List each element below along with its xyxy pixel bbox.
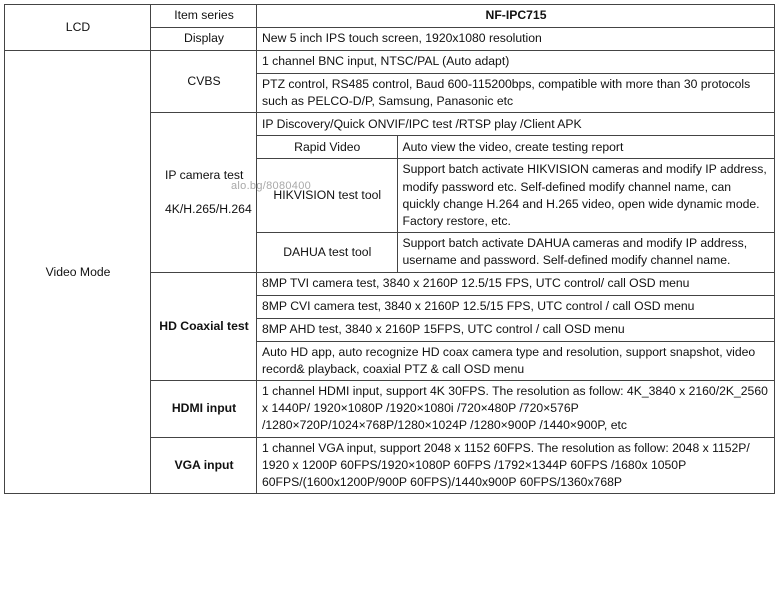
cvbs-ptz-control: PTZ control, RS485 control, Baud 600-115200bps, compatible with more than 30 protocols such as PELCO-D/P, Samsung, Panasonic etc bbox=[257, 74, 775, 113]
item-series-label: Item series bbox=[151, 5, 257, 28]
tool-name-hikvision: HIKVISION test tool bbox=[257, 159, 397, 233]
tool-row-dahua bbox=[257, 233, 774, 272]
tool-desc-dahua: Support batch activate DAHUA cameras and modify IP address, username and password. Self-defined modify channel name. bbox=[397, 233, 774, 272]
vga-label: VGA input bbox=[151, 437, 257, 494]
lcd-item-series-row bbox=[5, 5, 775, 28]
tool-desc-rapid-video: Auto view the video, create testing report bbox=[397, 136, 774, 159]
cvbs-bnc-input: 1 channel BNC input, NTSC/PAL (Auto adapt) bbox=[257, 51, 775, 74]
cvbs-label: CVBS bbox=[151, 51, 257, 113]
display-value: New 5 inch IPS touch screen, 1920x1080 resolution bbox=[257, 28, 775, 51]
tool-name-rapid-video: Rapid Video bbox=[257, 136, 397, 159]
tool-name-dahua: DAHUA test tool bbox=[257, 233, 397, 272]
tool-row-rapid-video bbox=[257, 136, 774, 159]
video-mode-label: Video Mode bbox=[5, 51, 151, 494]
ip-camera-label: IP camera test bbox=[165, 167, 244, 182]
item-series-value: NF-IPC715 bbox=[257, 5, 775, 28]
ip-camera-sublabel: 4K/H.265/H.264 bbox=[165, 202, 252, 217]
display-label: Display bbox=[151, 28, 257, 51]
tool-desc-hikvision: Support batch activate HIKVISION cameras and modify IP address, modify password etc. Self-defined modify channel name, can quickly change H.264 and H.265 video, open wide dynamic mode. Factory restore, etc. bbox=[397, 159, 774, 233]
ip-discovery: IP Discovery/Quick ONVIF/IPC test /RTSP play /Client APK bbox=[257, 113, 775, 136]
hd-coaxial-tvi: 8MP TVI camera test, 3840 x 2160P 12.5/15 FPS, UTC control/ call OSD menu bbox=[257, 272, 775, 295]
spec-table bbox=[4, 4, 775, 494]
hd-coaxial-cvi: 8MP CVI camera test, 3840 x 2160P 12.5/15 FPS, UTC control / call OSD menu bbox=[257, 295, 775, 318]
hdmi-text: 1 channel HDMI input, support 4K 30FPS. The resolution as follow: 4K_3840 x 2160/2K_2560 x 1440P/ 1920×1080P /1920×1080i /720×480P /720×576P /1280×720P/1024×768P/1280×1024P /1280×900P /1440×900P, etc bbox=[257, 381, 775, 438]
ip-tools-table bbox=[257, 136, 774, 271]
tool-row-hikvision bbox=[257, 159, 774, 233]
hd-coaxial-auto-app: Auto HD app, auto recognize HD coax camera type and resolution, support snapshot, video record& playback, coaxial PTZ & call OSD menu bbox=[257, 341, 775, 380]
watermark: alo.bg/8080400 bbox=[231, 180, 312, 192]
ip-tools-cell bbox=[257, 136, 775, 272]
hd-coaxial-ahd: 8MP AHD test, 3840 x 2160P 15FPS, UTC control / call OSD menu bbox=[257, 318, 775, 341]
ip-camera-cell bbox=[151, 113, 257, 272]
hd-coaxial-label: HD Coaxial test bbox=[151, 272, 257, 380]
vga-text: 1 channel VGA input, support 2048 x 1152 60FPS. The resolution as follow: 2048 x 1152P/ 1920 x 1200P 60FPS/1920×1080P 60FPS /1792×1344P 60FPS /1680x 1050P 60FPS/(1600x1200P/900P 60FPS)/1440x900P 60FPS/1360x768P bbox=[257, 437, 775, 494]
hdmi-label: HDMI input bbox=[151, 381, 257, 438]
cvbs-row-1 bbox=[5, 51, 775, 74]
lcd-label: LCD bbox=[5, 5, 151, 51]
